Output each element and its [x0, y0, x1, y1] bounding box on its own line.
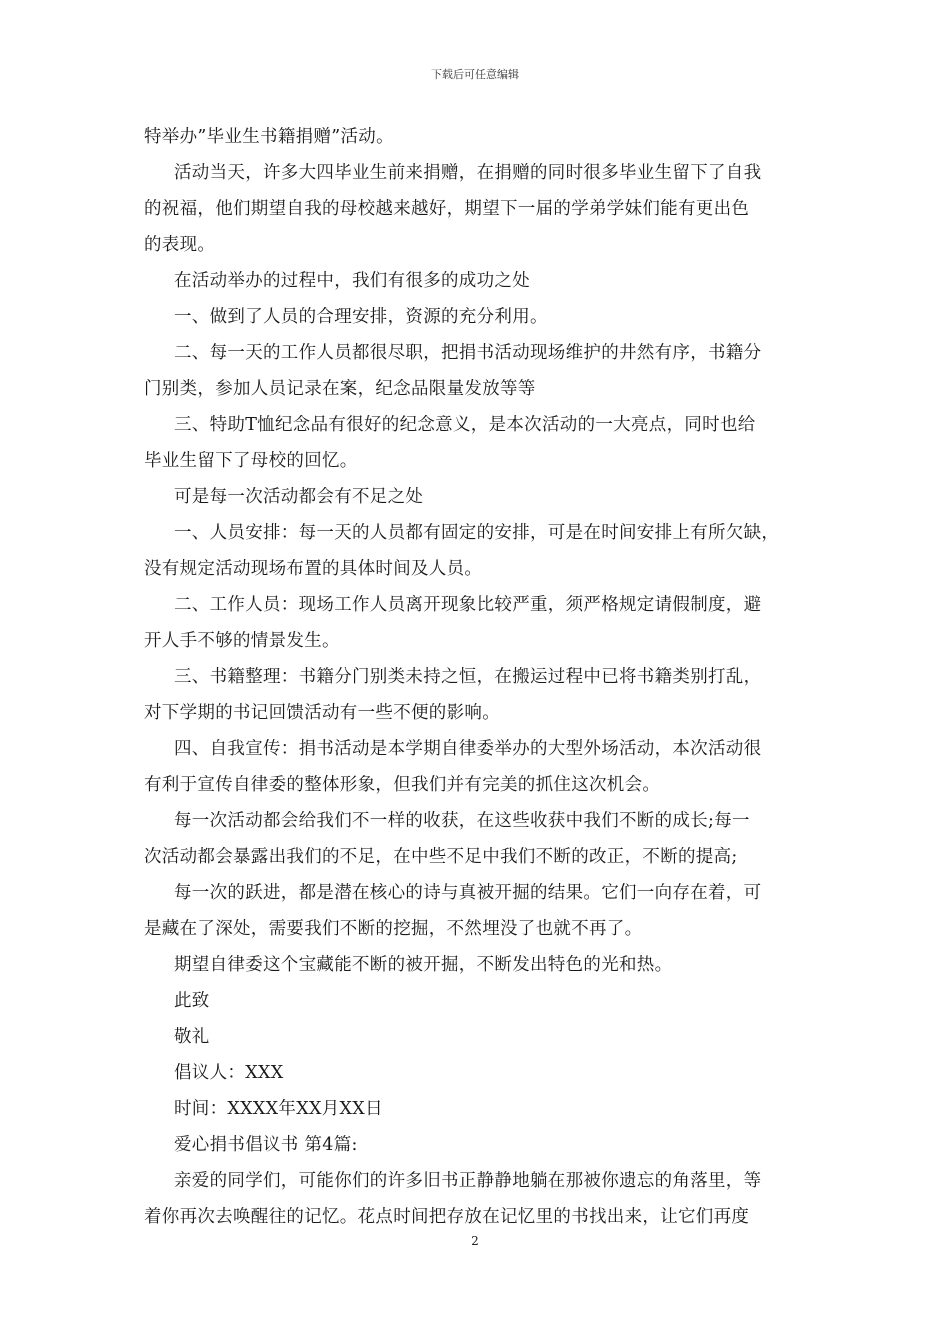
text-line: 时间：XXXX年XX月XX日	[174, 1099, 383, 1119]
text-line: 一、人员安排：每一天的人员都有固定的安排，可是在时间安排上有所欠缺，	[174, 523, 780, 543]
text-line: 三、书籍整理：书籍分门别类未持之恒，在搬运过程中已将书籍类别打乱，	[174, 667, 762, 687]
text-line: 四、自我宣传：捐书活动是本学期自律委举办的大型外场活动，本次活动很	[174, 739, 762, 759]
text-line: 此致	[174, 991, 210, 1011]
text-line: 着你再次去唤醒往的记忆。花点时间把存放在记忆里的书找出来，让它们再度	[144, 1207, 750, 1227]
text-line: 敬礼	[174, 1027, 210, 1047]
text-line: 亲爱的同学们，可能你们的许多旧书正静静地躺在那被你遗忘的角落里，等	[174, 1171, 762, 1191]
text-line: 毕业生留下了母校的回忆。	[144, 451, 358, 471]
text-line: 爱心捐书倡议书 第4篇:	[174, 1135, 358, 1155]
text-line: 倡议人：XXX	[174, 1063, 284, 1083]
text-line: 的表现。	[144, 235, 216, 255]
text-line: 二、每一天的工作人员都很尽职，把捐书活动现场维护的井然有序，书籍分	[174, 343, 762, 363]
text-line: 特举办”毕业生书籍捐赠”活动。	[144, 127, 394, 147]
text-line: 每一次活动都会给我们不一样的收获，在这些收获中我们不断的成长;每一	[174, 811, 750, 831]
text-line: 在活动举办的过程中，我们有很多的成功之处	[174, 271, 530, 291]
text-line: 一、做到了人员的合理安排，资源的充分利用。	[174, 307, 548, 327]
text-line: 每一次的跃进，都是潜在核心的诗与真被开掘的结果。它们一向存在着，可	[174, 883, 762, 903]
text-line: 开人手不够的情景发生。	[144, 631, 340, 651]
text-line: 没有规定活动现场布置的具体时间及人员。	[144, 559, 483, 579]
text-line: 三、特助T恤纪念品有很好的纪念意义，是本次活动的一大亮点，同时也给	[174, 415, 756, 435]
page-number: 2	[471, 1234, 479, 1248]
text-line: 有利于宣传自律委的整体形象，但我们并有完美的抓住这次机会。	[144, 775, 661, 795]
text-line: 的祝福，他们期望自我的母校越来越好，期望下一届的学弟学妹们能有更出色	[144, 199, 750, 219]
page-header: 下载后可任意编辑	[431, 68, 519, 81]
document-body	[144, 119, 808, 1235]
text-line: 次活动都会暴露出我们的不足，在中些不足中我们不断的改正，不断的提高;	[144, 847, 738, 867]
text-line: 是藏在了深处，需要我们不断的挖掘，不然埋没了也就不再了。	[144, 919, 643, 939]
text-line: 活动当天，许多大四毕业生前来捐赠，在捐赠的同时很多毕业生留下了自我	[174, 163, 762, 183]
text-line: 期望自律委这个宝藏能不断的被开掘，不断发出特色的光和热。	[174, 955, 673, 975]
text-line: 可是每一次活动都会有不足之处	[174, 487, 424, 507]
text-line: 门别类，参加人员记录在案，纪念品限量发放等等	[144, 379, 536, 399]
text-line: 对下学期的书记回馈活动有一些不便的影响。	[144, 703, 500, 723]
text-line: 二、工作人员：现场工作人员离开现象比较严重，须严格规定请假制度，避	[174, 595, 762, 615]
